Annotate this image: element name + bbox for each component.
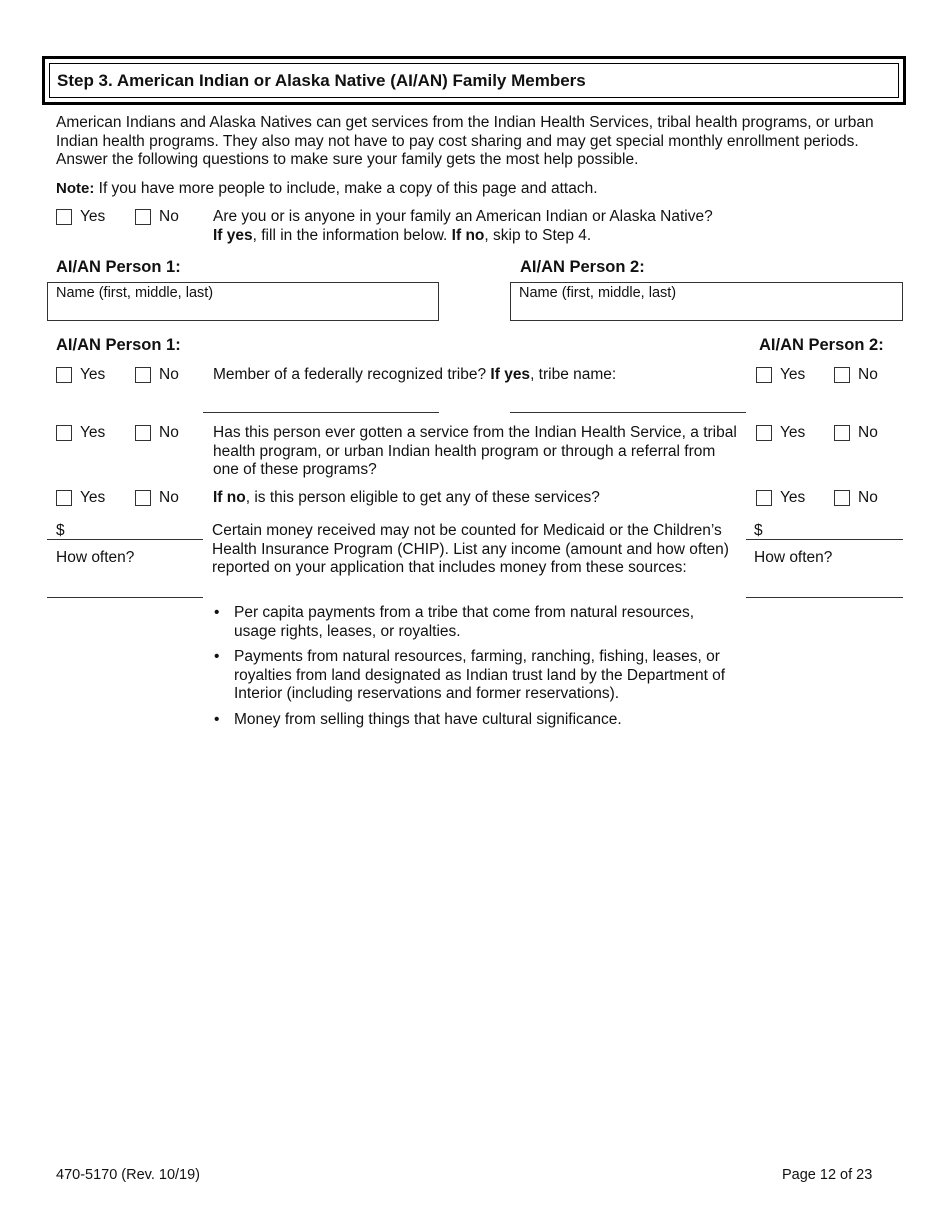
checkbox-label-no: No bbox=[159, 489, 179, 506]
family-aian-question bbox=[213, 208, 853, 245]
tribe-question-text: Member of a federally recognized tribe? bbox=[213, 366, 491, 383]
person1-name-label: AI/AN Person 1: bbox=[56, 258, 181, 276]
family-aian-instructions bbox=[213, 227, 853, 246]
checkbox-label-no: No bbox=[159, 424, 179, 441]
checkbox-label-yes: Yes bbox=[80, 208, 106, 225]
tribe-if-yes-label: If yes bbox=[490, 366, 531, 383]
person2-tribe-no-checkbox[interactable] bbox=[834, 366, 878, 384]
person2-income-amount-line[interactable] bbox=[746, 539, 903, 540]
if-no-text: , skip to Step 4. bbox=[484, 226, 592, 244]
checkbox-box[interactable] bbox=[56, 367, 72, 383]
page-number: Page 12 of 23 bbox=[782, 1167, 873, 1183]
checkbox-box[interactable] bbox=[56, 490, 72, 506]
income-instructions: Certain money received may not be counted for Medicaid or the Children’s Health Insurance Program (CHIP). List any income (amount and how often) reported on your application that includes money from these sources: bbox=[212, 522, 729, 576]
person2-service-yes-checkbox[interactable] bbox=[756, 424, 805, 442]
checkbox-label-yes: Yes bbox=[780, 489, 806, 506]
family-aian-yes-checkbox[interactable] bbox=[56, 208, 105, 226]
eligible-question bbox=[213, 489, 738, 508]
service-question: Has this person ever gotten a service from the Indian Health Service, a tribal health program, or urban Indian health program or through a referral from one of these programs? bbox=[213, 424, 737, 478]
person2-eligible-yes-checkbox[interactable] bbox=[756, 489, 805, 507]
person2-section-label: AI/AN Person 2: bbox=[759, 336, 884, 354]
checkbox-box[interactable] bbox=[56, 425, 72, 441]
income-sources-list bbox=[212, 604, 734, 736]
person1-tribe-name-line[interactable] bbox=[203, 412, 439, 413]
person2-tribe-name-line[interactable] bbox=[510, 412, 746, 413]
form-number: 470-5170 (Rev. 10/19) bbox=[56, 1167, 201, 1183]
person2-name-field[interactable] bbox=[510, 282, 903, 321]
note-label: Note: bbox=[56, 180, 95, 197]
eligible-question-text: , is this person eligible to get any of these services? bbox=[245, 489, 600, 506]
person1-tribe-yes-checkbox[interactable] bbox=[56, 366, 105, 384]
checkbox-label-no: No bbox=[858, 489, 878, 506]
income-source-item: • Per capita payments from a tribe that come from natural resources, usage rights, leases, or royalties. bbox=[212, 604, 734, 641]
income-source-item: • Money from selling things that have cultural significance. bbox=[212, 711, 734, 730]
checkbox-label-yes: Yes bbox=[80, 424, 106, 441]
checkbox-label-yes: Yes bbox=[80, 366, 106, 383]
step-header-box bbox=[42, 56, 906, 105]
person2-income-dollar-sign: $ bbox=[754, 522, 763, 539]
checkbox-box[interactable] bbox=[756, 367, 772, 383]
checkbox-label-yes: Yes bbox=[780, 366, 806, 383]
eligible-if-no-label: If no bbox=[213, 489, 246, 506]
income-source-item: • Payments from natural resources, farming, ranching, fishing, leases, or royalties from land designated as Indian trust land by the Department of Interior (including reservations and former reservations). bbox=[212, 648, 734, 704]
person1-eligible-no-checkbox[interactable] bbox=[135, 489, 179, 507]
note-text: If you have more people to include, make a copy of this page and attach. bbox=[94, 180, 598, 197]
checkbox-label-no: No bbox=[159, 208, 179, 225]
person2-how-often-line[interactable] bbox=[746, 597, 903, 598]
checkbox-box[interactable] bbox=[135, 490, 151, 506]
intro-paragraph: American Indians and Alaska Natives can get services from the Indian Health Services, tribal health programs, or urban Indian health programs. They also may not have to pay cost sharing and may get special monthly enrollment periods. Answer the following questions to make sure your family gets the most help possible. bbox=[56, 114, 874, 168]
note bbox=[56, 180, 906, 198]
checkbox-box[interactable] bbox=[834, 490, 850, 506]
checkbox-box[interactable] bbox=[135, 209, 151, 225]
family-aian-no-checkbox[interactable] bbox=[135, 208, 179, 226]
checkbox-label-yes: Yes bbox=[780, 424, 806, 441]
tribe-question-text2: , tribe name: bbox=[530, 366, 617, 383]
person1-income-dollar-sign: $ bbox=[56, 522, 65, 539]
person1-name-field[interactable] bbox=[47, 282, 439, 321]
person2-service-no-checkbox[interactable] bbox=[834, 424, 878, 442]
if-no-label: If no bbox=[451, 226, 485, 244]
if-yes-text: , fill in the information below. bbox=[252, 226, 452, 244]
person2-name-label: AI/AN Person 2: bbox=[520, 258, 645, 276]
person2-how-often-label: How often? bbox=[754, 549, 833, 566]
checkbox-label-no: No bbox=[159, 366, 179, 383]
person1-eligible-yes-checkbox[interactable] bbox=[56, 489, 105, 507]
checkbox-box[interactable] bbox=[756, 425, 772, 441]
person2-name-placeholder: Name (first, middle, last) bbox=[519, 285, 677, 301]
person1-name-placeholder: Name (first, middle, last) bbox=[56, 285, 214, 301]
if-yes-label: If yes bbox=[213, 226, 253, 244]
person1-how-often-label: How often? bbox=[56, 549, 135, 566]
family-aian-question-text: Are you or is anyone in your family an American Indian or Alaska Native? bbox=[213, 208, 713, 225]
person1-tribe-no-checkbox[interactable] bbox=[135, 366, 179, 384]
checkbox-label-yes: Yes bbox=[80, 489, 106, 506]
person1-how-often-line[interactable] bbox=[47, 597, 203, 598]
person1-service-no-checkbox[interactable] bbox=[135, 424, 179, 442]
checkbox-label-no: No bbox=[858, 424, 878, 441]
checkbox-box[interactable] bbox=[135, 367, 151, 383]
person2-tribe-yes-checkbox[interactable] bbox=[756, 366, 805, 384]
person1-section-label: AI/AN Person 1: bbox=[56, 336, 181, 354]
checkbox-box[interactable] bbox=[56, 209, 72, 225]
checkbox-box[interactable] bbox=[756, 490, 772, 506]
person2-eligible-no-checkbox[interactable] bbox=[834, 489, 878, 507]
checkbox-box[interactable] bbox=[834, 425, 850, 441]
checkbox-label-no: No bbox=[858, 366, 878, 383]
person1-service-yes-checkbox[interactable] bbox=[56, 424, 105, 442]
tribe-question bbox=[213, 366, 733, 385]
step-title: Step 3. American Indian or Alaska Native (AI/AN) Family Members bbox=[49, 63, 899, 98]
checkbox-box[interactable] bbox=[135, 425, 151, 441]
person1-income-amount-line[interactable] bbox=[47, 539, 203, 540]
checkbox-box[interactable] bbox=[834, 367, 850, 383]
